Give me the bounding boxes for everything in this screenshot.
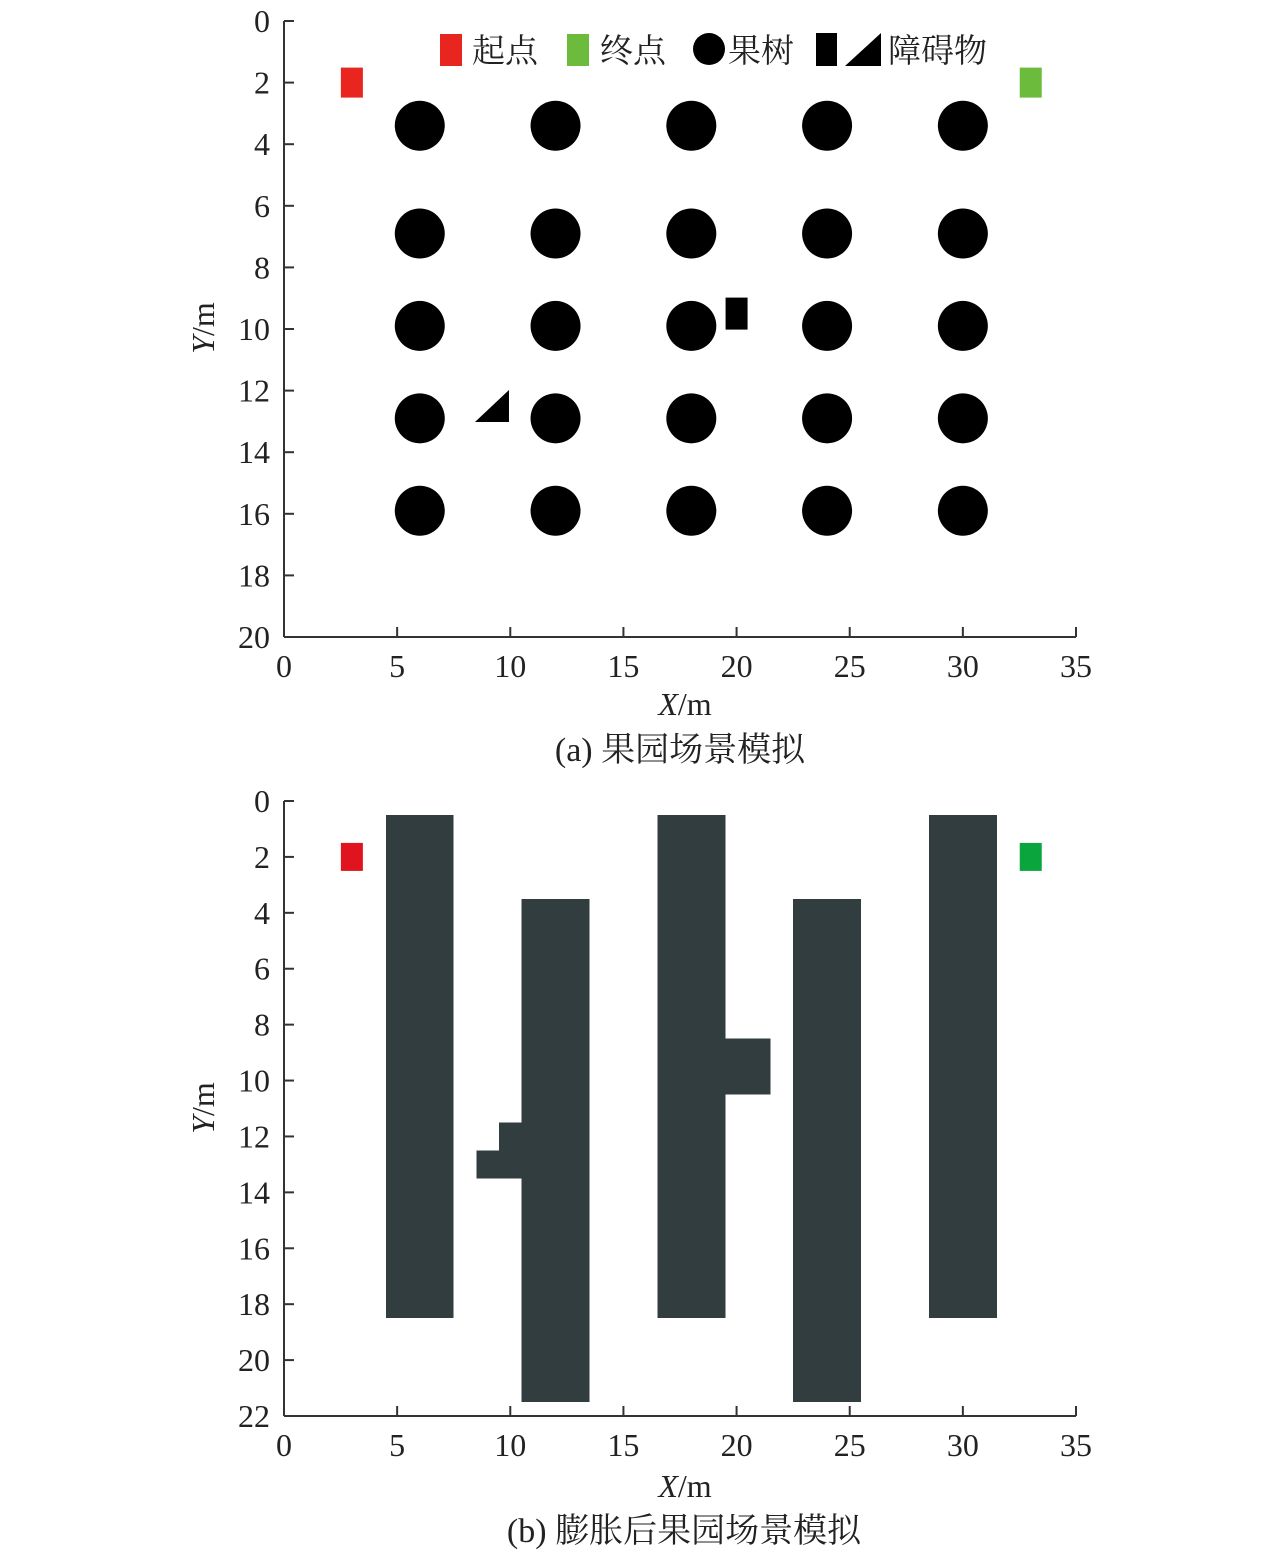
panel-a-orchard-scene <box>185 3 1092 769</box>
panel-a-fruit-tree <box>938 101 988 151</box>
panel-b-start-marker <box>341 843 363 871</box>
panel-a-y-tick-label: 14 <box>238 434 270 471</box>
panel-a-y-tick-label: 0 <box>254 3 270 39</box>
panel-a-y-ticks <box>238 3 294 655</box>
legend-tree-label: 果树 <box>728 31 794 70</box>
panel-b-dilated-obstacle <box>499 1122 522 1178</box>
panel-a-obstacle-square <box>726 298 748 330</box>
panel-a-fruit-tree <box>395 393 445 443</box>
panel-b-caption: (b) 膨胀后果园场景模拟 <box>506 1513 862 1550</box>
panel-a-fruit-tree <box>395 486 445 536</box>
legend-start-swatch <box>440 34 462 66</box>
panel-b-x-tick-label: 15 <box>607 1427 640 1463</box>
panel-a-fruit-tree <box>395 209 445 259</box>
panel-a-y-tick-label: 12 <box>238 372 270 409</box>
panel-a-fruit-tree <box>666 486 716 536</box>
panel-a-legend <box>440 31 987 70</box>
panel-b-y-tick-label: 10 <box>238 1062 270 1099</box>
panel-b-dilated-obstacle <box>657 815 725 1318</box>
panel-b-x-axis-var: X <box>658 1468 678 1504</box>
panel-a-fruit-tree <box>802 301 852 351</box>
panel-b-dilated-obstacle <box>793 899 861 1402</box>
panel-b-x-tick-label: 0 <box>276 1427 292 1463</box>
panel-a-fruit-tree <box>395 101 445 151</box>
panel-a-fruit-tree <box>938 301 988 351</box>
panel-a-fruit-tree <box>395 301 445 351</box>
panel-b-y-tick-label: 12 <box>238 1118 270 1155</box>
panel-a-y-tick-label: 20 <box>238 619 270 655</box>
panel-b-y-tick-label: 6 <box>254 950 270 987</box>
panel-b-y-axis-title <box>185 1082 221 1134</box>
panel-b-x-tick-label: 30 <box>946 1427 979 1463</box>
panel-a-end-marker <box>1020 68 1042 98</box>
panel-a-fruit-tree <box>666 393 716 443</box>
panel-b-dilated-obstacle <box>522 899 590 1402</box>
legend-obstacle-triangle-swatch <box>845 33 881 66</box>
panel-a-y-tick-label: 10 <box>238 311 270 347</box>
panel-b-y-tick-label: 18 <box>238 1286 270 1323</box>
panel-b-dilated-obstacle <box>929 815 997 1318</box>
panel-a-x-axis-unit: /m <box>677 686 712 722</box>
panel-a-x-tick-label: 25 <box>833 648 866 684</box>
panel-b-y-axis-var: Y <box>185 1115 221 1134</box>
panel-b-y-tick-label: 8 <box>254 1006 270 1043</box>
panel-a-x-tick-label: 20 <box>720 648 753 684</box>
panel-a-fruit-tree <box>531 486 581 536</box>
panel-a-y-tick-label: 18 <box>238 557 270 594</box>
panel-a-y-tick-label: 16 <box>238 495 270 532</box>
panel-a-x-tick-label: 5 <box>389 648 406 684</box>
panel-b-x-tick-label: 5 <box>389 1427 406 1463</box>
panel-a-fruit-tree <box>531 209 581 259</box>
panel-a-y-axis-var: Y <box>185 335 221 354</box>
panel-b-end-marker <box>1020 843 1042 871</box>
panel-a-start-marker <box>341 68 363 98</box>
panel-b-y-tick-label: 4 <box>254 894 270 931</box>
panel-a-fruit-tree <box>531 101 581 151</box>
panel-b-y-tick-label: 22 <box>238 1398 270 1434</box>
panel-a-x-tick-label: 10 <box>494 648 527 684</box>
panel-b-dilated-orchard-scene <box>185 783 1092 1550</box>
panel-b-y-ticks <box>238 783 294 1434</box>
panel-b-y-tick-label: 2 <box>254 838 270 875</box>
legend-obstacle-label: 障碍物 <box>888 31 987 70</box>
panel-a-x-axis-var: X <box>658 686 678 722</box>
panel-a-y-axis-title <box>185 302 221 354</box>
panel-a-x-axis-title <box>656 686 711 722</box>
panel-a-fruit-tree <box>666 101 716 151</box>
panel-b-y-axis-unit: /m <box>185 1082 221 1116</box>
panel-b-x-ticks <box>276 1406 1092 1463</box>
panel-a-fruit-tree <box>802 209 852 259</box>
panel-b-y-tick-label: 16 <box>238 1230 270 1267</box>
panel-a-y-axis-unit: /m <box>185 302 221 336</box>
panel-b-dilated-obstacle <box>476 1150 499 1178</box>
panel-b-x-tick-label: 25 <box>833 1427 866 1463</box>
panel-a-fruit-tree <box>938 209 988 259</box>
panel-b-x-tick-label: 10 <box>494 1427 527 1463</box>
legend-end-label: 终点 <box>600 31 666 70</box>
panel-a-fruit-tree <box>802 393 852 443</box>
panel-a-obstacle-triangle <box>475 390 509 422</box>
panel-b-marks <box>341 815 1042 1402</box>
panel-a-x-ticks <box>276 627 1092 684</box>
panel-a-fruit-tree <box>802 486 852 536</box>
panel-a-marks <box>341 68 1042 536</box>
panel-a-fruit-tree <box>938 393 988 443</box>
panel-b-x-tick-label: 35 <box>1060 1427 1092 1463</box>
panel-a-x-tick-label: 35 <box>1060 648 1092 684</box>
panel-a-fruit-tree <box>938 486 988 536</box>
legend-obstacle-square-swatch <box>816 33 837 66</box>
panel-a-y-tick-label: 2 <box>254 64 270 101</box>
panel-b-y-tick-label: 0 <box>254 783 270 819</box>
panel-b-x-axis-title <box>656 1468 711 1504</box>
panel-b-dilated-obstacle <box>386 815 454 1318</box>
panel-b-y-tick-label: 20 <box>238 1342 270 1379</box>
panel-b-x-tick-label: 20 <box>720 1427 753 1463</box>
panel-a-fruit-tree <box>531 393 581 443</box>
panel-b-y-tick-label: 14 <box>238 1174 270 1211</box>
panel-a-x-tick-label: 15 <box>607 648 640 684</box>
panel-a-y-tick-label: 4 <box>254 126 270 163</box>
panel-a-y-tick-label: 6 <box>254 187 270 224</box>
panel-a-fruit-tree <box>802 101 852 151</box>
panel-a-fruit-tree <box>666 301 716 351</box>
panel-a-y-tick-label: 8 <box>254 249 270 286</box>
panel-a-fruit-tree <box>531 301 581 351</box>
panel-b-x-axis-unit: /m <box>677 1468 712 1504</box>
legend-start-label: 起点 <box>472 31 538 70</box>
panel-a-x-tick-label: 0 <box>276 648 292 684</box>
panel-b-dilated-obstacle <box>725 1039 770 1095</box>
panel-a-x-tick-label: 30 <box>946 648 979 684</box>
panel-a-fruit-tree <box>666 209 716 259</box>
panel-a-caption: (a) 果园场景模拟 <box>554 732 806 769</box>
legend-tree-swatch <box>693 33 725 65</box>
legend-end-swatch <box>567 34 589 66</box>
